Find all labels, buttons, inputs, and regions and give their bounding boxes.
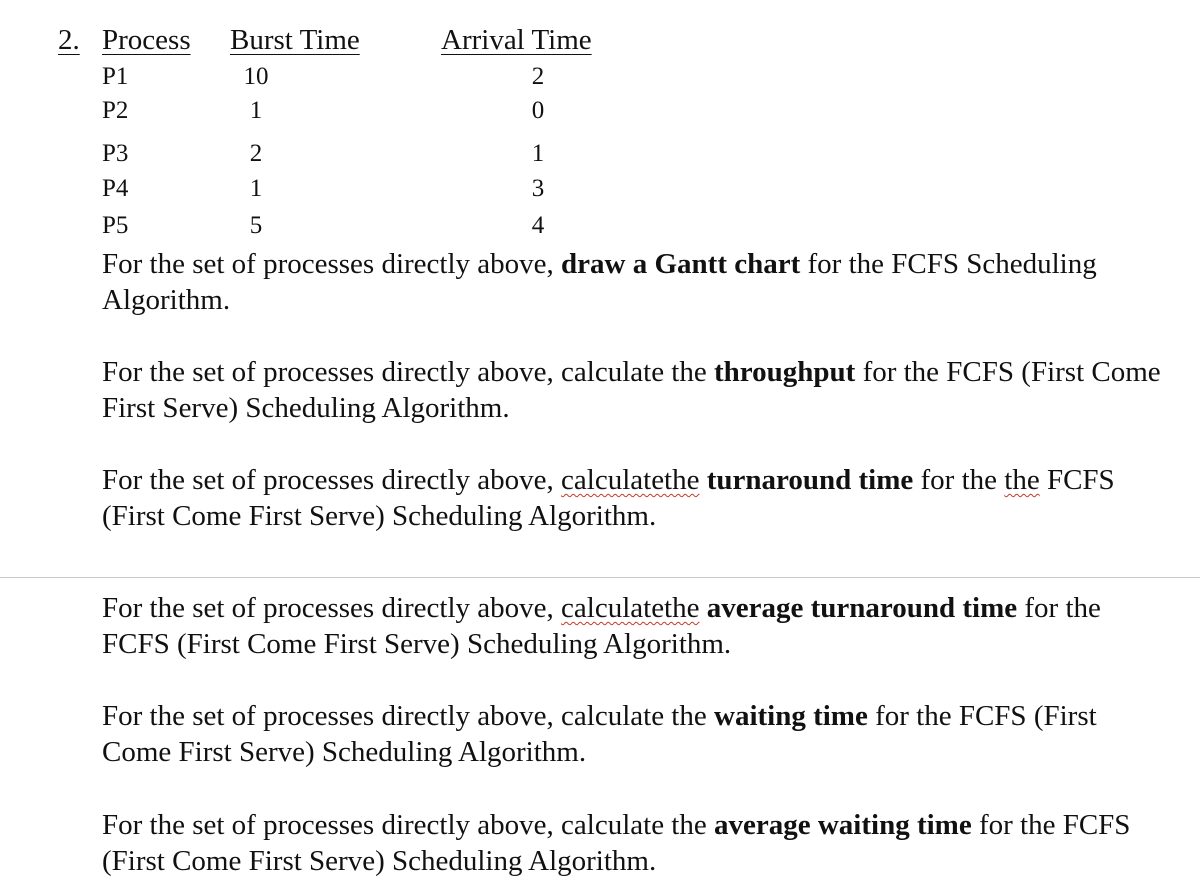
process-name: P4 bbox=[102, 175, 129, 202]
misspelled-word: calculatethe bbox=[561, 592, 700, 624]
paragraph-text: For the set of processes directly above, bbox=[102, 248, 562, 280]
table-row bbox=[0, 170, 700, 208]
table-row bbox=[0, 135, 700, 173]
paragraph-text: for the FCFS Scheduling Algorithm. bbox=[102, 248, 1097, 316]
paragraph-bold-text: waiting time bbox=[714, 700, 868, 732]
process-name: P1 bbox=[102, 63, 129, 90]
burst-time: 2 bbox=[249, 140, 263, 167]
paragraph-text: for the bbox=[913, 464, 1005, 496]
paragraph-bold-text: average turnaround time bbox=[706, 592, 1018, 624]
paragraph-bold-text: average waiting time bbox=[714, 809, 972, 841]
process-name: P5 bbox=[102, 212, 129, 239]
paragraph-text: For the set of processes directly above, bbox=[102, 592, 562, 624]
paragraph-text: for the FCFS (First Come First Serve) Scheduling Algorithm. bbox=[102, 809, 1131, 877]
paragraph-bold-text: throughput bbox=[714, 356, 856, 388]
repeated-word: the bbox=[1004, 464, 1040, 496]
paragraph-text: For the set of processes directly above, calculate the bbox=[102, 809, 714, 841]
burst-time: 1 bbox=[249, 97, 263, 124]
process-name: P3 bbox=[102, 140, 129, 167]
question-waiting-time bbox=[102, 698, 1162, 770]
table-row bbox=[0, 207, 700, 245]
question-throughput bbox=[102, 354, 1162, 426]
paragraph-bold-text: draw a Gantt chart bbox=[561, 248, 801, 280]
arrival-time: 4 bbox=[531, 212, 545, 239]
arrival-time: 0 bbox=[531, 97, 545, 124]
paragraph-text bbox=[700, 464, 707, 496]
paragraph-bold-text: turnaround time bbox=[706, 464, 914, 496]
paragraph-text: for the FCFS (First Come First Serve) Scheduling Algorithm. bbox=[102, 700, 1097, 768]
burst-time: 5 bbox=[249, 212, 263, 239]
arrival-time: 3 bbox=[531, 175, 545, 202]
burst-time: 10 bbox=[243, 63, 269, 90]
process-name: P2 bbox=[102, 97, 129, 124]
table-row bbox=[0, 92, 700, 130]
question-turnaround-time bbox=[102, 462, 1162, 534]
header-burst-time: Burst Time bbox=[230, 24, 360, 56]
burst-time: 1 bbox=[249, 175, 263, 202]
question-gantt-chart bbox=[102, 246, 1162, 318]
header-process: Process bbox=[102, 24, 191, 56]
page-divider bbox=[0, 577, 1200, 578]
arrival-time: 2 bbox=[531, 63, 545, 90]
paragraph-text: For the set of processes directly above, calculate the bbox=[102, 356, 714, 388]
table-row bbox=[0, 58, 700, 96]
header-arrival-time: Arrival Time bbox=[441, 24, 592, 56]
paragraph-text: For the set of processes directly above, bbox=[102, 464, 562, 496]
paragraph-text: for the FCFS (First Come First Serve) Scheduling Algorithm. bbox=[102, 356, 1161, 424]
misspelled-word: calculatethe bbox=[561, 464, 700, 496]
paragraph-text bbox=[700, 592, 707, 624]
paragraph-text: FCFS (First Come First Serve) Scheduling Algorithm. bbox=[102, 464, 1115, 532]
arrival-time: 1 bbox=[531, 140, 545, 167]
question-number: 2. bbox=[58, 24, 80, 56]
question-average-turnaround-time bbox=[102, 590, 1162, 662]
paragraph-text: for the FCFS (First Come First Serve) Scheduling Algorithm. bbox=[102, 592, 1101, 660]
paragraph-text: For the set of processes directly above, calculate the bbox=[102, 700, 714, 732]
question-average-waiting-time bbox=[102, 807, 1162, 879]
